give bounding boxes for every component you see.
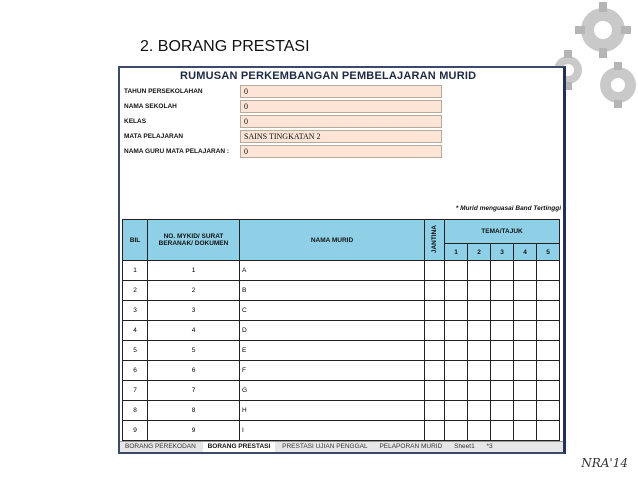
- cell-tema[interactable]: [491, 421, 514, 441]
- cell-tema[interactable]: [537, 381, 560, 401]
- tab-borang-perekodan[interactable]: BORANG PEREKODAN: [125, 443, 196, 450]
- spreadsheet-window: [118, 66, 566, 454]
- field-sekolah[interactable]: 0: [240, 100, 442, 113]
- cell-mykid[interactable]: 2: [148, 281, 240, 301]
- sheet-tabs-bar: [120, 441, 563, 452]
- cell-tema[interactable]: [468, 261, 491, 281]
- cell-tema[interactable]: [491, 261, 514, 281]
- cell-tema[interactable]: [445, 261, 468, 281]
- header-mykid: NO. MYKID/ SURAT BERANAK/ DOKUMEN: [148, 220, 240, 261]
- cell-jantina[interactable]: [425, 321, 445, 341]
- tab-pelaporan-murid[interactable]: PELAPORAN MURID: [379, 443, 443, 450]
- table-row: [123, 421, 560, 441]
- cell-nama[interactable]: B: [240, 281, 425, 301]
- cell-bil[interactable]: 1: [123, 261, 148, 281]
- cell-mykid[interactable]: 7: [148, 381, 240, 401]
- cell-tema[interactable]: [537, 301, 560, 321]
- tab-borang-prestasi[interactable]: BORANG PRESTASI: [203, 442, 276, 452]
- cell-bil[interactable]: 6: [123, 361, 148, 381]
- label-mata-pelajaran: MATA PELAJARAN: [124, 133, 184, 140]
- cell-nama[interactable]: H: [240, 401, 425, 421]
- cell-nama[interactable]: C: [240, 301, 425, 321]
- label-kelas: KELAS: [124, 118, 147, 125]
- cell-bil[interactable]: 7: [123, 381, 148, 401]
- header-jantina: [425, 220, 445, 261]
- header-tema-5: 5: [537, 244, 560, 261]
- field-tahun[interactable]: 0: [240, 85, 442, 98]
- table-row: [123, 401, 560, 421]
- author-signature: NRA'14: [581, 456, 628, 470]
- cell-bil[interactable]: 9: [123, 421, 148, 441]
- sheet-title: RUMUSAN PERKEMBANGAN PEMBELAJARAN MURID: [180, 70, 477, 82]
- slide-title: 2. BORANG PRESTASI: [140, 38, 310, 55]
- cell-mykid[interactable]: 4: [148, 321, 240, 341]
- cell-tema[interactable]: [537, 261, 560, 281]
- cell-jantina[interactable]: [425, 361, 445, 381]
- cell-bil[interactable]: 2: [123, 281, 148, 301]
- table-row: [123, 381, 560, 401]
- table-row: [123, 301, 560, 321]
- cell-jantina[interactable]: [425, 381, 445, 401]
- cell-tema[interactable]: [537, 281, 560, 301]
- cell-jantina[interactable]: [425, 421, 445, 441]
- cell-mykid[interactable]: 1: [148, 261, 240, 281]
- cell-mykid[interactable]: 6: [148, 361, 240, 381]
- cell-tema[interactable]: [445, 421, 468, 441]
- student-table: [122, 219, 560, 441]
- cell-tema[interactable]: [514, 261, 537, 281]
- cell-tema[interactable]: [491, 301, 514, 321]
- header-tema-4: 4: [514, 244, 537, 261]
- table-row: [123, 281, 560, 301]
- cell-tema[interactable]: [445, 381, 468, 401]
- cell-tema[interactable]: [537, 321, 560, 341]
- cell-tema[interactable]: [445, 361, 468, 381]
- band-note: * Murid menguasai Band Tertinggi: [455, 205, 561, 212]
- table-row: [123, 361, 560, 381]
- cell-tema[interactable]: [468, 401, 491, 421]
- cell-mykid[interactable]: 8: [148, 401, 240, 421]
- cell-nama[interactable]: I: [240, 421, 425, 441]
- cell-tema[interactable]: [514, 301, 537, 321]
- cell-tema[interactable]: [491, 341, 514, 361]
- cell-tema[interactable]: [514, 401, 537, 421]
- header-nama-murid: NAMA MURID: [240, 220, 425, 261]
- cell-tema[interactable]: [468, 301, 491, 321]
- cell-tema[interactable]: [445, 281, 468, 301]
- field-mata-pelajaran[interactable]: SAINS TINGKATAN 2: [240, 130, 442, 143]
- tab-prestasi-ujian-penggal[interactable]: PRESTASI UJIAN PENGGAL: [282, 443, 368, 450]
- cell-tema[interactable]: [514, 421, 537, 441]
- cell-nama[interactable]: A: [240, 261, 425, 281]
- cell-jantina[interactable]: [425, 281, 445, 301]
- cell-tema[interactable]: [468, 321, 491, 341]
- table-row: [123, 341, 560, 361]
- cell-jantina[interactable]: [425, 301, 445, 321]
- cell-bil[interactable]: 5: [123, 341, 148, 361]
- cell-tema[interactable]: [491, 381, 514, 401]
- cell-jantina[interactable]: [425, 261, 445, 281]
- cell-tema[interactable]: [514, 321, 537, 341]
- cell-tema[interactable]: [468, 281, 491, 301]
- cell-tema[interactable]: [445, 321, 468, 341]
- header-tema-3: 3: [491, 244, 514, 261]
- cell-tema[interactable]: [514, 281, 537, 301]
- cell-nama[interactable]: G: [240, 381, 425, 401]
- field-nama-guru[interactable]: 0: [240, 145, 442, 158]
- cell-tema[interactable]: [514, 341, 537, 361]
- field-kelas[interactable]: 0: [240, 115, 442, 128]
- cell-tema[interactable]: [468, 361, 491, 381]
- cell-bil[interactable]: 4: [123, 321, 148, 341]
- header-jantina-label: JANTINA: [431, 224, 438, 254]
- cell-tema[interactable]: [491, 281, 514, 301]
- table-row: [123, 261, 560, 281]
- cell-tema[interactable]: [514, 381, 537, 401]
- cell-tema[interactable]: [468, 381, 491, 401]
- tab-new-sheet[interactable]: *3: [486, 443, 493, 450]
- cell-mykid[interactable]: 3: [148, 301, 240, 321]
- cell-mykid[interactable]: 9: [148, 421, 240, 441]
- cell-jantina[interactable]: [425, 401, 445, 421]
- header-tema-tajuk: TEMA/TAJUK: [445, 220, 560, 244]
- cell-tema[interactable]: [537, 341, 560, 361]
- cell-bil[interactable]: 3: [123, 301, 148, 321]
- label-tahun: TAHUN PERSEKOLAHAN: [124, 88, 203, 95]
- cell-nama[interactable]: D: [240, 321, 425, 341]
- cell-nama[interactable]: E: [240, 341, 425, 361]
- cell-tema[interactable]: [445, 301, 468, 321]
- header-tema-1: 1: [445, 244, 468, 261]
- tab-sheet1[interactable]: Sheet1: [454, 443, 475, 450]
- cell-tema[interactable]: [445, 401, 468, 421]
- cell-mykid[interactable]: 5: [148, 341, 240, 361]
- cell-tema[interactable]: [514, 361, 537, 381]
- cell-bil[interactable]: 8: [123, 401, 148, 421]
- label-sekolah: NAMA SEKOLAH: [124, 103, 177, 110]
- cell-jantina[interactable]: [425, 341, 445, 361]
- cell-tema[interactable]: [491, 401, 514, 421]
- header-bil: BIL: [123, 220, 148, 261]
- cell-tema[interactable]: [537, 401, 560, 421]
- cell-tema[interactable]: [491, 361, 514, 381]
- cell-tema[interactable]: [537, 361, 560, 381]
- cell-tema[interactable]: [537, 421, 560, 441]
- header-tema-2: 2: [468, 244, 491, 261]
- cell-tema[interactable]: [445, 341, 468, 361]
- cell-tema[interactable]: [468, 341, 491, 361]
- cell-tema[interactable]: [491, 321, 514, 341]
- label-nama-guru: NAMA GURU MATA PELAJARAN :: [124, 148, 230, 155]
- cell-tema[interactable]: [468, 421, 491, 441]
- cell-nama[interactable]: F: [240, 361, 425, 381]
- table-row: [123, 321, 560, 341]
